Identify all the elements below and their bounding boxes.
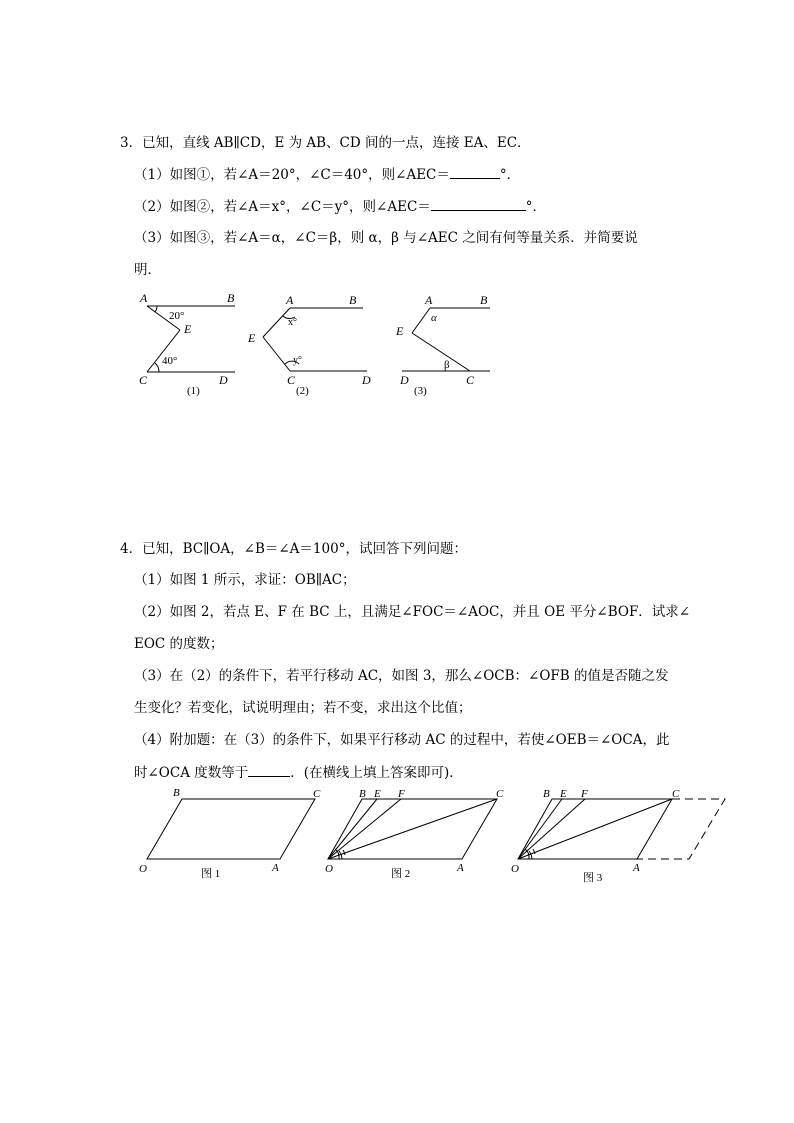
q4fig1-label-a: A [272,862,279,874]
q4-part4-tail: ．(在横线上填上答案即可)． [290,765,463,781]
fig3-seg-ae [412,308,430,333]
q4-figure-3 [511,785,745,885]
q3-part2-blank[interactable] [431,196,526,211]
q4-part3-line1: （3）在（2）的条件下，若平行移动 AC，如图 3，那么∠OCB：∠OFB 的值是否随之发 [134,668,669,684]
q3-part2-text: （2）如图②，若∠A＝x°，∠C＝y°，则∠AEC＝ [134,199,431,215]
fig2-label-e: E [248,331,256,345]
fig1-label-e: E [184,322,192,336]
fig3-label-b: B [480,293,488,307]
q4fig3-label-b: B [543,788,550,800]
fig3-label-e: E [396,324,404,338]
q4fig2-seg-of [328,799,401,859]
fig3-angle-c: β [444,359,450,371]
q4fig2-label-a: A [457,862,464,874]
fig2-label-d: D [362,373,371,387]
q3-part1 [134,164,520,185]
fig3-angle-a: α [431,312,437,324]
q4fig1-caption: 图 1 [201,868,221,880]
q3-figure-1 [135,290,245,400]
fig2-caption: (2) [296,385,309,397]
q4-part4-line2 [134,762,463,783]
fig1-arc-a [155,306,157,312]
fig1-label-b: B [227,291,235,305]
fig1-arc-c [155,363,159,372]
fig2-label-a: A [286,293,294,307]
q4-part2-line1: （2）如图 2，若点 E、F 在 BC 上，且满足∠FOC＝∠AOC，并且 OE 平分∠BOF．试求∠ [134,604,691,620]
q4fig1-label-o: O [139,863,147,875]
fig1-angle-a: 20° [169,310,185,322]
fig3-caption: (3) [414,385,427,397]
q4fig3-caption: 图 3 [583,872,603,884]
q3-part3-line2: 明． [134,262,161,278]
fig2-seg-ae [263,308,290,337]
q4fig3-seg-of [518,799,585,859]
q3-figure-2 [245,290,375,400]
q4-part4-blank[interactable] [248,762,290,777]
q3-part3-line1: （3）如图③，若∠A＝α，∠C＝β，则 α，β 与∠AEC 之间有何等量关系．并简要说 [134,230,638,246]
q4fig1-label-c: C [313,788,321,800]
fig1-angle-c: 40° [162,355,178,367]
q4fig2-label-e: E [374,788,381,800]
fig1-caption: (1) [187,385,200,397]
q4fig1-label-b: B [173,787,180,799]
q3-part2 [134,196,546,217]
fig3-label-d: D [400,373,409,387]
q4-figure-2 [325,785,525,885]
q4fig3-label-e: E [560,788,567,800]
fig3-seg-ec [412,333,470,371]
fig3-label-c: C [466,373,475,387]
q3-figure-3 [392,290,502,400]
q4-figure-1 [135,785,335,885]
q4fig3-label-f: F [581,788,588,800]
fig2-seg-ec [263,337,290,371]
q4fig2-label-c: C [496,788,504,800]
q4fig3-label-a: A [633,862,640,874]
q4fig2-label-b: B [359,788,366,800]
q4fig2-caption: 图 2 [391,868,411,880]
q3-part1-text: （1）如图①，若∠A＝20°，∠C＝40°，则∠AEC＝ [134,167,450,183]
q4-part4-line1: （4）附加题：在（3）的条件下，如果平行移动 AC 的过程中，若使∠OEB＝∠OCA，此 [134,732,670,748]
fig1-label-a: A [140,291,148,305]
fig2-label-b: B [349,293,357,307]
q4-part1: （1）如图 1 所示，求证：OB∥AC； [134,572,356,588]
q4fig3-label-c: C [672,788,680,800]
q4-part3-line2: 生变化？若变化，试说明理由；若不变，求出这个比值； [134,700,472,716]
q4-stem: 4．已知，BC∥OA，∠B＝∠A＝100°，试回答下列问题： [120,541,467,557]
q4fig2-label-f: F [398,788,405,800]
q3-part1-blank[interactable] [450,164,500,179]
q3-stem: 3．已知，直线 AB∥CD，E 为 AB、CD 间的一点，连接 EA、EC． [120,135,531,151]
q3-part2-unit: °． [525,199,547,215]
fig2-label-c: C [287,373,296,387]
q4fig2-label-o: O [325,863,333,875]
fig2-angle-a: x° [288,317,297,328]
fig3-label-a: A [425,293,433,307]
q4fig2-seg-oc [328,799,497,859]
fig1-label-c: C [139,373,148,387]
fig1-label-d: D [219,373,228,387]
q4-part4-text: 时∠OCA 度数等于 [134,765,249,781]
q4-part2-line2: EOC 的度数； [134,636,224,652]
q4fig3-label-o: O [511,863,519,875]
q4fig3-seg-oc [518,799,672,859]
q3-part1-unit: °． [499,167,521,183]
q4fig1-parallelogram [147,799,315,859]
fig2-angle-c: y° [293,355,302,366]
